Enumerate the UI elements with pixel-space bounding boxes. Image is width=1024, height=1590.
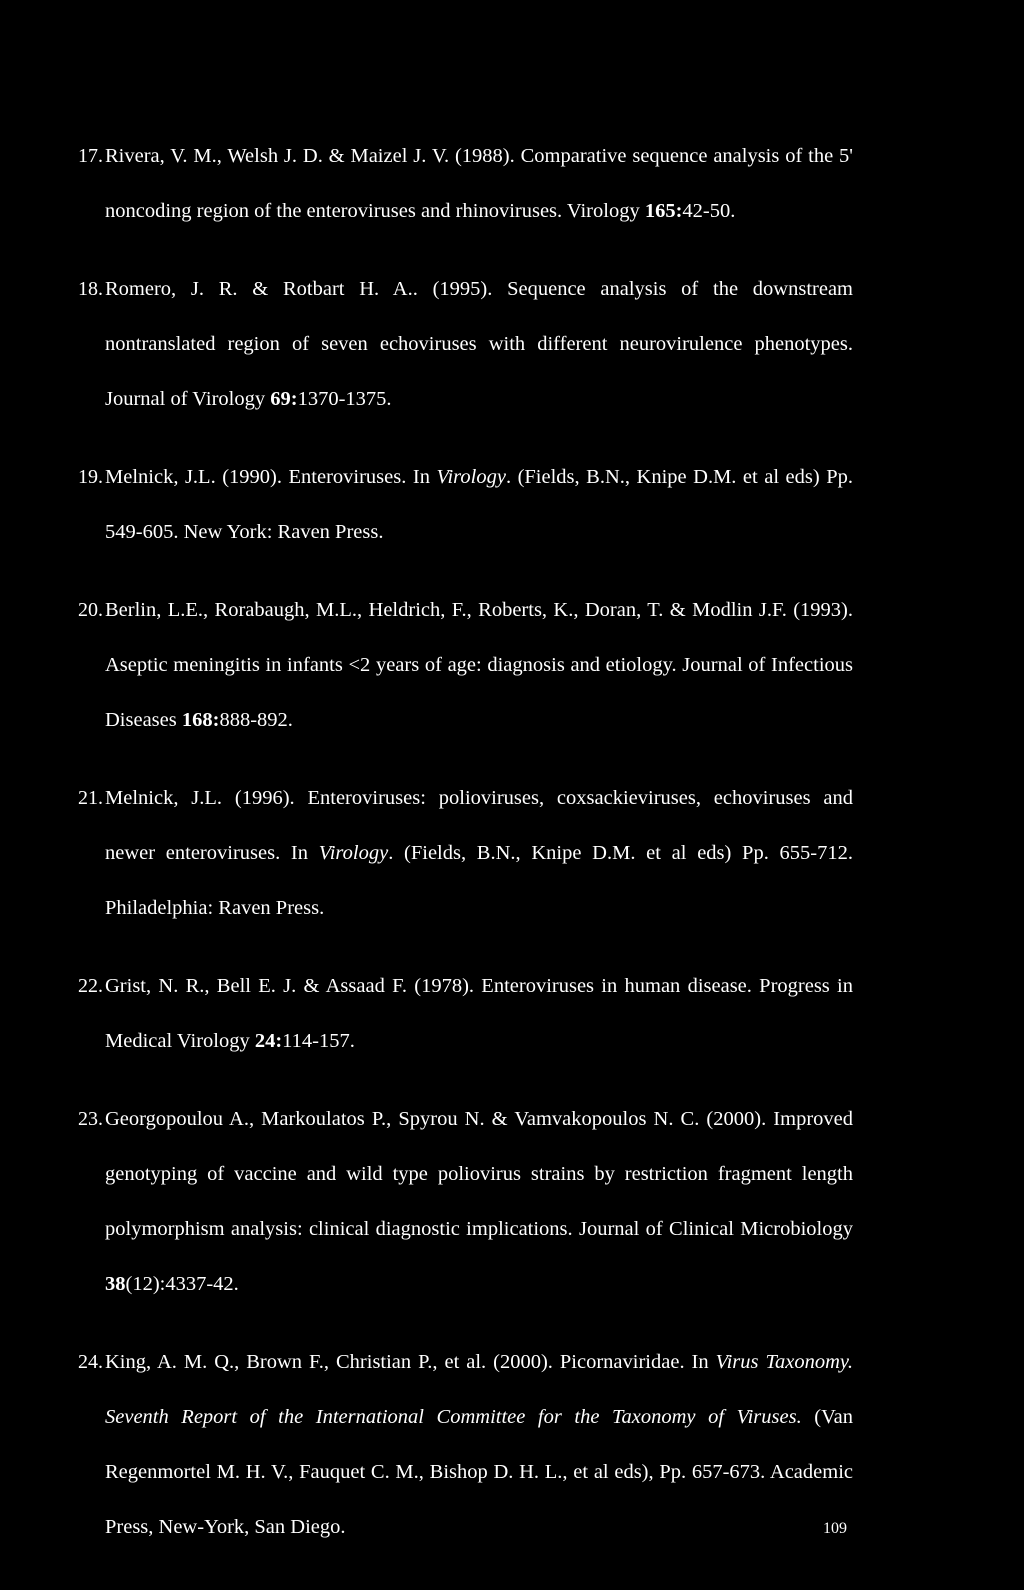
reference-text [105, 450, 853, 560]
reference-segment: Berlin, L.E., Rorabaugh, M.L., Heldrich, F., Roberts, K., Doran, T. & Modlin J.F. (1993). Aseptic meningitis in infants <2 years of age: diagnosis and etiology. Journal of Infectious Diseases [105, 599, 853, 731]
reference-number: 18. [78, 278, 103, 300]
reference-text [105, 129, 853, 239]
reference-item [78, 1092, 853, 1312]
reference-item [78, 1335, 853, 1555]
reference-segment: Melnick, J.L. (1996). Enteroviruses: polioviruses, coxsackieviruses, echoviruses and newer enteroviruses. In [105, 787, 853, 864]
reference-segment: (Van Regenmortel M. H. V., Fauquet C. M., Bishop D. H. L., et al eds), Pp. 657-673. Academic Press, New-York, San Diego. [105, 1406, 853, 1538]
reference-number: 24. [78, 1351, 103, 1373]
reference-number: 19. [78, 466, 103, 488]
reference-segment: 42-50. [682, 200, 736, 222]
reference-title-italic: Virology [318, 842, 389, 864]
reference-number: 22. [78, 975, 103, 997]
reference-item [78, 262, 853, 427]
reference-number: 17. [78, 145, 103, 167]
reference-segment: Romero, J. R. & Rotbart H. A.. (1995). Sequence analysis of the downstream nontranslated region of seven echoviruses with different neurovirulence phenotypes. Journal of Virology [105, 278, 853, 410]
reference-title-italic: Virus Taxonomy. Seventh Report of the International Committee for the Taxonomy of Viruses. [105, 1351, 854, 1428]
reference-segment: King, A. M. Q., Brown F., Christian P., et al. (2000). Picornaviridae. In [105, 1351, 716, 1373]
reference-number: 20. [78, 599, 103, 621]
reference-segment: . (Fields, B.N., Knipe D.M. et al eds) Pp. 655-712. Philadelphia: Raven Press. [105, 842, 853, 919]
reference-segment: 114-157. [282, 1030, 355, 1052]
reference-segment: 1370-1375. [297, 388, 392, 410]
reference-number: 21. [78, 787, 103, 809]
reference-segment: Georgopoulou A., Markoulatos P., Spyrou N. & Vamvakopoulos N. C. (2000). Improved genotyping of vaccine and wild type poliovirus strains by restriction fragment length polymorphism analysis: clinical diagnostic implications. Journal of Clinical Microbiology [105, 1108, 853, 1240]
reference-item [78, 129, 853, 239]
reference-list [78, 129, 853, 1578]
reference-segment: Grist, N. R., Bell E. J. & Assaad F. (1978). Enteroviruses in human disease. Progress in Medical Virology [105, 975, 853, 1052]
reference-text [105, 771, 853, 936]
reference-text [105, 1335, 853, 1555]
reference-text [105, 583, 853, 748]
reference-item [78, 450, 853, 560]
reference-volume: 165: [644, 200, 683, 222]
reference-volume: 168: [181, 709, 220, 731]
reference-segment: . (Fields, B.N., Knipe D.M. et al eds) Pp. 549-605. New York: Raven Press. [105, 466, 853, 543]
reference-volume: 69: [270, 388, 298, 410]
reference-volume: 24: [254, 1030, 283, 1052]
reference-item [78, 959, 853, 1069]
reference-segment: (12):4337-42. [125, 1273, 239, 1295]
reference-segment: 888-892. [219, 709, 293, 731]
reference-text [105, 1092, 853, 1312]
reference-item [78, 583, 853, 748]
reference-segment: Rivera, V. M., Welsh J. D. & Maizel J. V. (1988). Comparative sequence analysis of the 5' noncoding region of the enteroviruses and rhinoviruses. Virology [105, 145, 853, 222]
reference-title-italic: Virology [436, 466, 506, 488]
reference-text [105, 959, 853, 1069]
reference-volume: 38 [105, 1273, 126, 1295]
page-number: 109 [823, 1520, 847, 1537]
reference-number: 23. [78, 1108, 103, 1130]
reference-text [105, 262, 853, 427]
reference-segment: Melnick, J.L. (1990). Enteroviruses. In [105, 466, 437, 488]
reference-item [78, 771, 853, 936]
